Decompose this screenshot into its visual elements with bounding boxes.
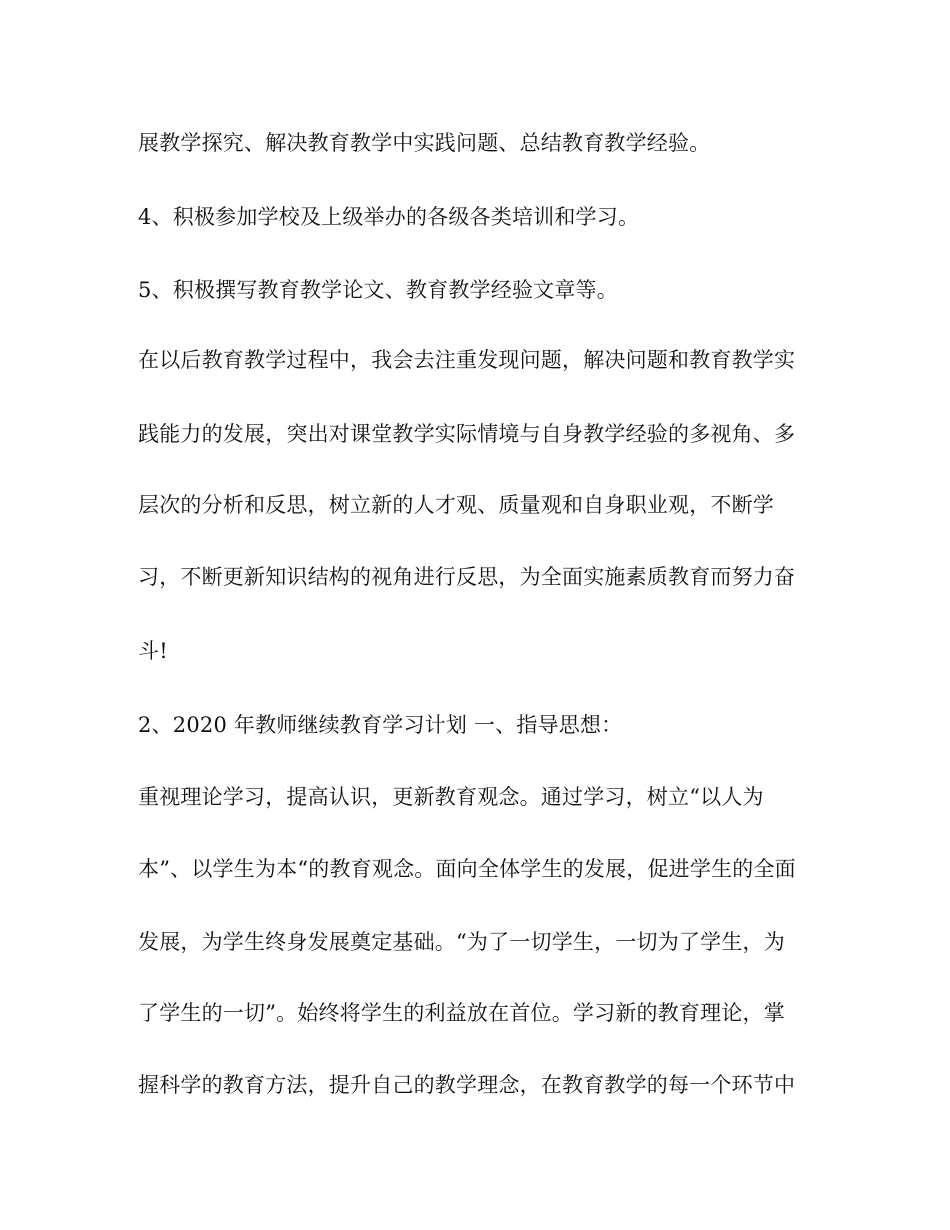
- text-line: 4、积极参加学校及上级举办的各级各类培训和学习。: [138, 205, 640, 229]
- text-line: 践能力的发展，突出对课堂教学实际情境与自身教学经验的多视角、多: [138, 422, 796, 446]
- text-line: 5、积极撰写教育教学论文、教育教学经验文章等。: [138, 278, 618, 302]
- text-line: 斗!: [138, 639, 168, 663]
- text-line: 展教学探究、解决教育教学中实践问题、总结教育教学经验。: [138, 131, 711, 155]
- text-line: 重视理论学习，提高认识，更新教育观念。通过学习，树立“以人为: [138, 785, 764, 809]
- text-line: 层次的分析和反思，树立新的人才观、质量观和自身职业观，不断学: [138, 493, 774, 517]
- text-line: 在以后教育教学过程中，我会去注重发现问题，解决问题和教育教学实: [138, 348, 796, 372]
- text-line: 2、2020 年教师继续教育学习计划 一、指导思想：: [138, 713, 623, 737]
- text-line: 了学生的一切”。始终将学生的利益放在首位。学习新的教育理论，掌: [138, 1001, 785, 1025]
- text-line: 发展，为学生终身发展奠定基础。“为了一切学生，一切为了学生，为: [138, 930, 785, 954]
- text-line: 本”、以学生为本“的教育观念。面向全体学生的发展，促进学生的全面: [138, 857, 796, 881]
- text-line: 握科学的教育方法，提升自己的教学理念，在教育教学的每一个环节中: [138, 1073, 796, 1097]
- text-line: 习，不断更新知识结构的视角进行反思，为全面实施素质教育而努力奋: [138, 565, 796, 589]
